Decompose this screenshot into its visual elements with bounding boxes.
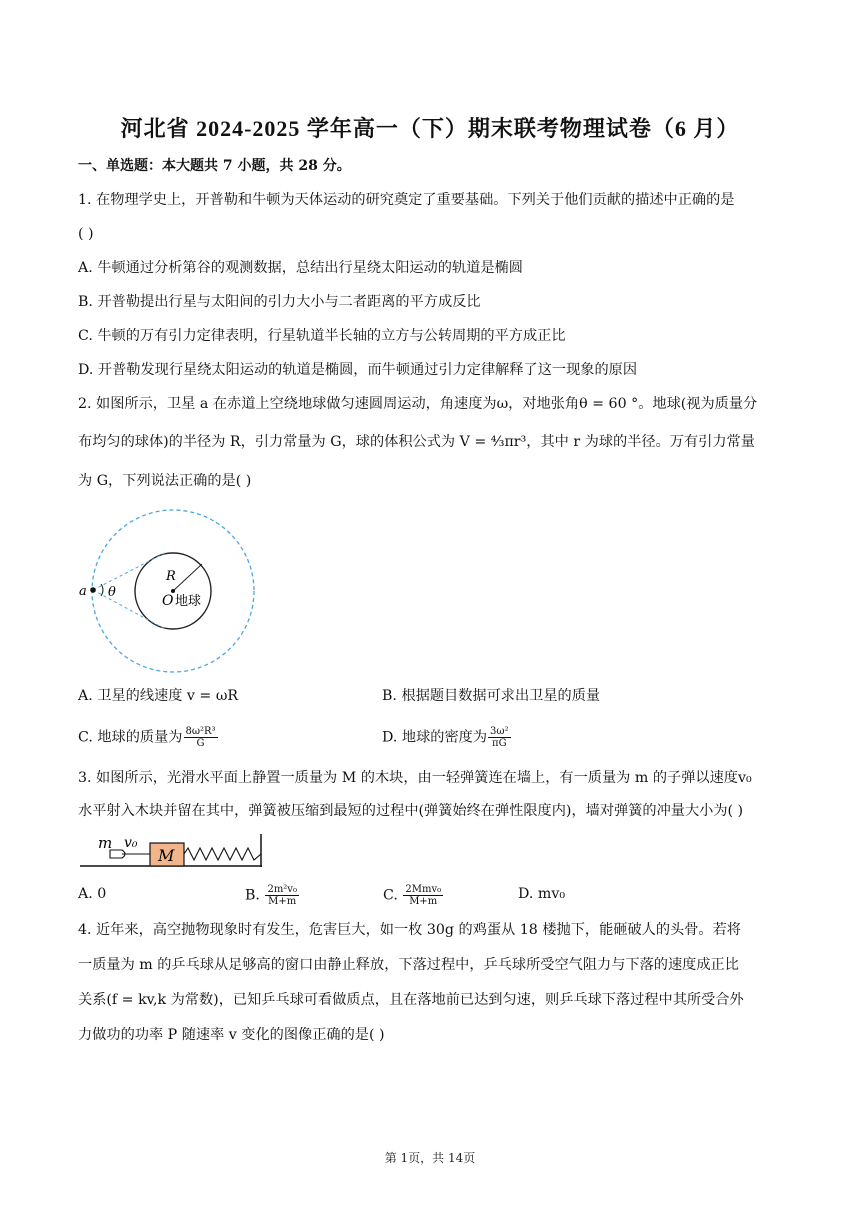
q1-option-d: D. 开普勒发现行星绕太阳运动的轨道是椭圆，而牛顿通过引力定律解释了这一现象的原因 <box>78 362 638 378</box>
label-earth: 地球 <box>175 594 202 609</box>
q3-option-c <box>383 884 444 907</box>
q3-option-b-fraction <box>265 884 299 907</box>
q1-stem-line1: 1. 在物理学史上，开普勒和牛顿为天体运动的研究奠定了重要基础。下列关于他们贡献的描述中正确的是 <box>78 192 735 208</box>
orbit-figure <box>74 506 264 676</box>
q3-option-b <box>245 884 300 907</box>
q3-option-b-numerator: 2m²v₀ <box>267 884 297 895</box>
tangent-line-lower <box>93 590 165 629</box>
q2-stem-line2: 布均匀的球体)的半径为 R，引力常量为 G，球的体积公式为 V = ⁴⁄₃πr³，其中 r 为球的半径。万有引力常量 <box>78 434 755 450</box>
q3-stem-line1: 3. 如图所示，光滑水平面上静置一质量为 M 的木块，由一轻弹簧连在墙上，有一质量为 m 的子弹以速度v₀ <box>78 770 752 786</box>
q3-option-b-prefix: B. <box>245 887 260 904</box>
q2-option-a: A. 卫星的线速度 v = ωR <box>78 688 239 704</box>
q4-stem-line4: 力做功的功率 P 随速率 v 变化的图像正确的是( ) <box>78 1027 385 1043</box>
label-theta: θ <box>108 585 116 600</box>
q2-option-c-prefix: C. 地球的质量为 <box>78 729 183 746</box>
q1-stem-line2: ( ) <box>78 226 94 242</box>
q3-option-c-prefix: C. <box>383 887 398 904</box>
q3-option-b-denominator: M+m <box>268 896 297 907</box>
label-v0: v₀ <box>124 835 138 851</box>
q2-option-d-numerator: 3ω² <box>490 726 509 737</box>
q4-stem-line1: 4. 近年来，高空抛物现象时有发生，危害巨大，如一枚 30g 的鸡蛋从 18 楼抛下，能砸破人的头骨。若将 <box>78 922 741 938</box>
page-title: 河北省 2024-2025 学年高一（下）期末联考物理试卷（6 月） <box>120 116 740 141</box>
satellite-dot <box>90 587 96 593</box>
section-heading: 一、单选题：本大题共 7 小题，共 28 分。 <box>78 158 351 174</box>
q3-option-c-fraction <box>403 884 443 907</box>
q3-stem-line2: 水平射入木块并留在其中，弹簧被压缩到最短的过程中(弹簧始终在弹性限度内)，墙对弹簧的冲量大小为( ) <box>78 803 744 819</box>
q1-option-c: C. 牛顿的万有引力定律表明，行星轨道半长轴的立方与公转周期的平方成正比 <box>78 328 566 344</box>
q3-option-c-denominator: M+m <box>409 896 438 907</box>
q2-option-d-denominator: πG <box>492 738 507 749</box>
q2-stem-line3: 为 G，下列说法正确的是( ) <box>78 473 252 489</box>
label-a: a <box>79 584 87 599</box>
q2-option-c <box>78 726 219 749</box>
label-m: m <box>98 834 113 852</box>
q2-stem-line1: 2. 如图所示，卫星 a 在赤道上空绕地球做匀速圆周运动，角速度为ω，对地张角θ = 60 °。地球(视为质量分 <box>78 396 758 412</box>
tangent-line-upper <box>93 553 165 590</box>
q2-option-c-fraction <box>184 726 218 749</box>
q3-option-a: A. 0 <box>78 886 107 902</box>
spring-block-figure <box>78 830 268 870</box>
label-block-mass: M <box>158 846 175 865</box>
q4-stem-line3: 关系(f = kv,k 为常数)，已知乒乓球可看做质点，且在落地前已达到匀速，则乒乓球下落过程中其所受合外 <box>78 992 744 1008</box>
q2-option-c-numerator: 8ω²R³ <box>185 726 216 737</box>
q2-option-c-denominator: G <box>196 738 205 749</box>
q3-option-d: D. mv₀ <box>518 886 566 902</box>
q2-option-d-fraction <box>488 726 511 749</box>
page-footer: 第 1页，共 14页 <box>384 1151 476 1165</box>
q2-option-b: B. 根据题目数据可求出卫星的质量 <box>382 688 601 704</box>
radius-line <box>173 564 202 591</box>
q1-option-a: A. 牛顿通过分析第谷的观测数据，总结出行星绕太阳运动的轨道是椭圆 <box>78 260 523 276</box>
label-o: O <box>162 593 174 609</box>
q4-stem-line2: 一质量为 m 的乒乓球从足够高的窗口由静止释放，下落过程中，乒乓球所受空气阻力与下落的速度成正比 <box>78 957 739 973</box>
angle-arc <box>101 584 103 596</box>
spring-coil <box>184 848 261 860</box>
q2-option-d-prefix: D. 地球的密度为 <box>382 729 488 746</box>
q3-option-c-numerator: 2Mmv₀ <box>405 884 442 895</box>
q2-option-d <box>382 726 512 749</box>
label-r: R <box>166 569 176 584</box>
q1-option-b: B. 开普勒提出行星与太阳间的引力大小与二者距离的平方成反比 <box>78 294 481 310</box>
